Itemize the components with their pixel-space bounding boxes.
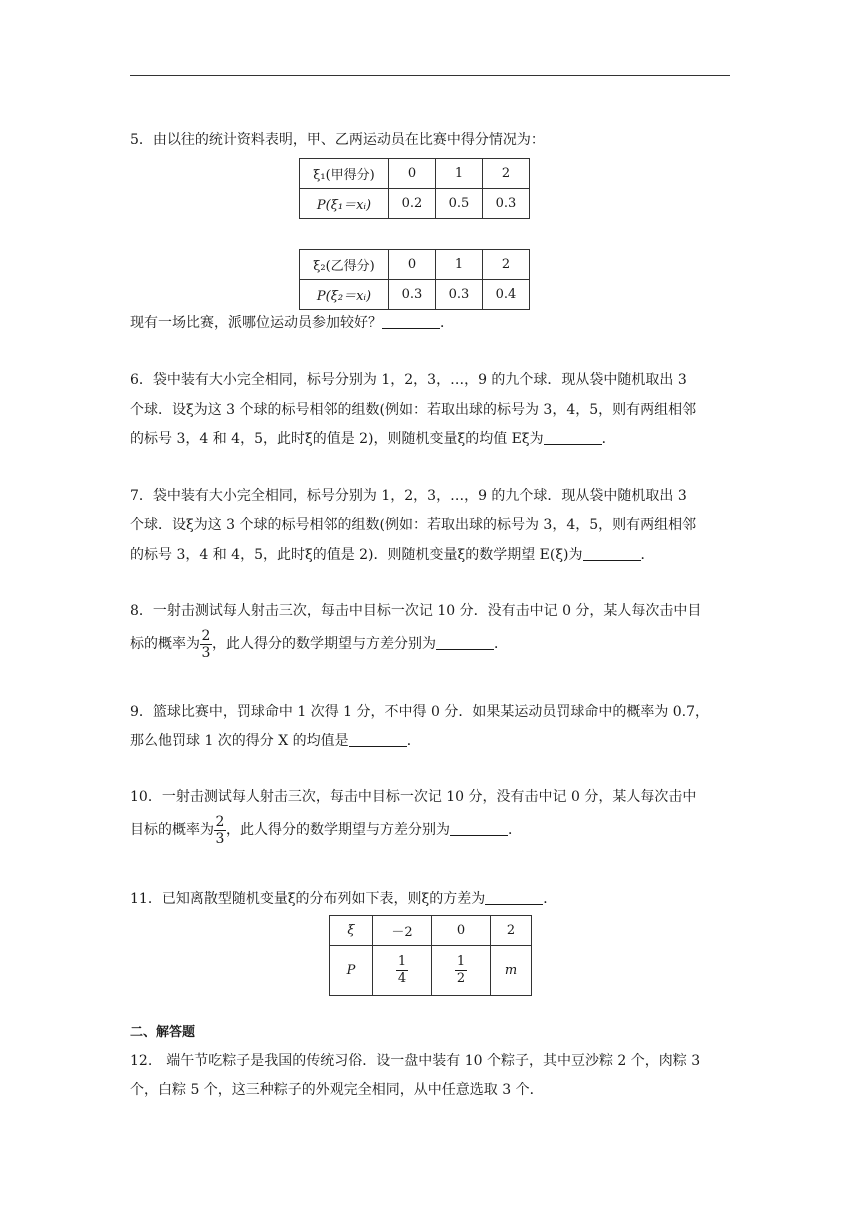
table-cell: 1 [436,159,483,189]
table-cell: ξ₂(乙得分) [300,250,389,280]
table-cell: P(ξ₁＝xᵢ) [300,189,389,219]
table-cell: 0.4 [483,280,530,310]
q6-line3: 的标号 3，4 和 4，5，此时ξ的值是 2)，则随机变量ξ的均值 Eξ为 ． [130,431,616,447]
answer-blank [583,546,641,561]
table-cell: 0 [389,250,436,280]
answer-blank [544,430,602,445]
table-cell: ξ [330,916,373,946]
table-cell: 0.3 [436,280,483,310]
q7-line2: 个球．设ξ为这 3 个球的标号相邻的组数(例如：若取出球的标号为 3，4，5，则有两组相邻 [130,517,697,533]
answer-blank [349,732,407,747]
fraction: $\frac{2}{3}$ [201,627,211,661]
q6-line1: 6．袋中装有大小完全相同，标号分别为 1，2，3，…，9 的九个球．现从袋中随机取出 3 [130,372,687,388]
q9-line2: 那么他罚球 1 次的得分 X 的均值是 ． [130,733,421,749]
answer-blank [450,821,508,836]
table-cell: 2 [491,916,532,946]
q8-line1: 8．一射击测试每人射击三次，每击中目标一次记 10 分．没有击中记 0 分，某人每次击中目 [130,603,702,619]
table-cell: 0.3 [483,189,530,219]
q10-line2: 目标的概率为 $\frac{2}{3}$ ，此人得分的数学期望与方差分别为 ． [130,813,522,847]
table-cell [432,946,491,996]
answer-blank [382,314,440,329]
table-cell: 0 [432,916,491,946]
q5-text: 5．由以往的统计资料表明，甲、乙两运动员在比赛中得分情况为： [130,132,545,148]
table-cell: 0.5 [436,189,483,219]
q12-line1: 12. 端午节吃粽子是我国的传统习俗．设一盘中装有 10 个粽子，其中豆沙粽 2 个，肉粽 3 [130,1053,701,1069]
table-cell: 0 [389,159,436,189]
section-heading: 二、解答题 [130,1025,196,1040]
table-cell: ξ₁(甲得分) [300,159,389,189]
q12-line2: 个，白粽 5 个，这三种粽子的外观完全相同，从中任意选取 3 个． [130,1082,544,1098]
table-cell: m [491,946,532,996]
q7-line1: 7．袋中装有大小完全相同，标号分别为 1，2，3，…，9 的九个球．现从袋中随机取出 3 [130,488,687,504]
table-cell: 2 [483,159,530,189]
q5-table-a [299,158,530,219]
q10-line1: 10．一射击测试每人射击三次，每击中目标一次记 10 分，没有击中记 0 分，某人每次击中 [130,789,697,805]
header-rule [130,75,730,76]
table-cell: 1 [436,250,483,280]
q9-line1: 9．篮球比赛中，罚球命中 1 次得 1 分，不中得 0 分．如果某运动员罚球命中的概率为 0.7， [130,704,710,720]
q5-table-b [299,249,530,310]
fraction: $\frac{1}{4}$ [397,954,407,986]
table-cell: 0.3 [389,280,436,310]
q11-text: 11．已知离散型随机变量ξ的分布列如下表，则ξ的方差为 ． [130,891,558,907]
table-cell: 2 [483,250,530,280]
answer-blank [436,635,494,650]
q6-line2: 个球．设ξ为这 3 个球的标号相邻的组数(例如：若取出球的标号为 3，4，5，则有两组相邻 [130,402,697,418]
table-cell: 0.2 [389,189,436,219]
fraction: $\frac{1}{2}$ [456,954,466,986]
fraction: $\frac{2}{3}$ [215,813,225,847]
q11-distribution-table [329,915,532,996]
table-cell [373,946,432,996]
q7-line3: 的标号 3，4 和 4，5，此时ξ的值是 2)．则随机变量ξ的数学期望 E(ξ)为 ． [130,547,655,563]
table-cell: P(ξ₂＝xᵢ) [300,280,389,310]
table-cell: P [330,946,373,996]
q8-line2: 标的概率为 $\frac{2}{3}$ ，此人得分的数学期望与方差分别为 ． [130,627,508,661]
table-cell: －2 [373,916,432,946]
answer-blank [485,890,543,905]
q5-question: 现有一场比赛，派哪位运动员参加较好？ ． [130,315,454,331]
